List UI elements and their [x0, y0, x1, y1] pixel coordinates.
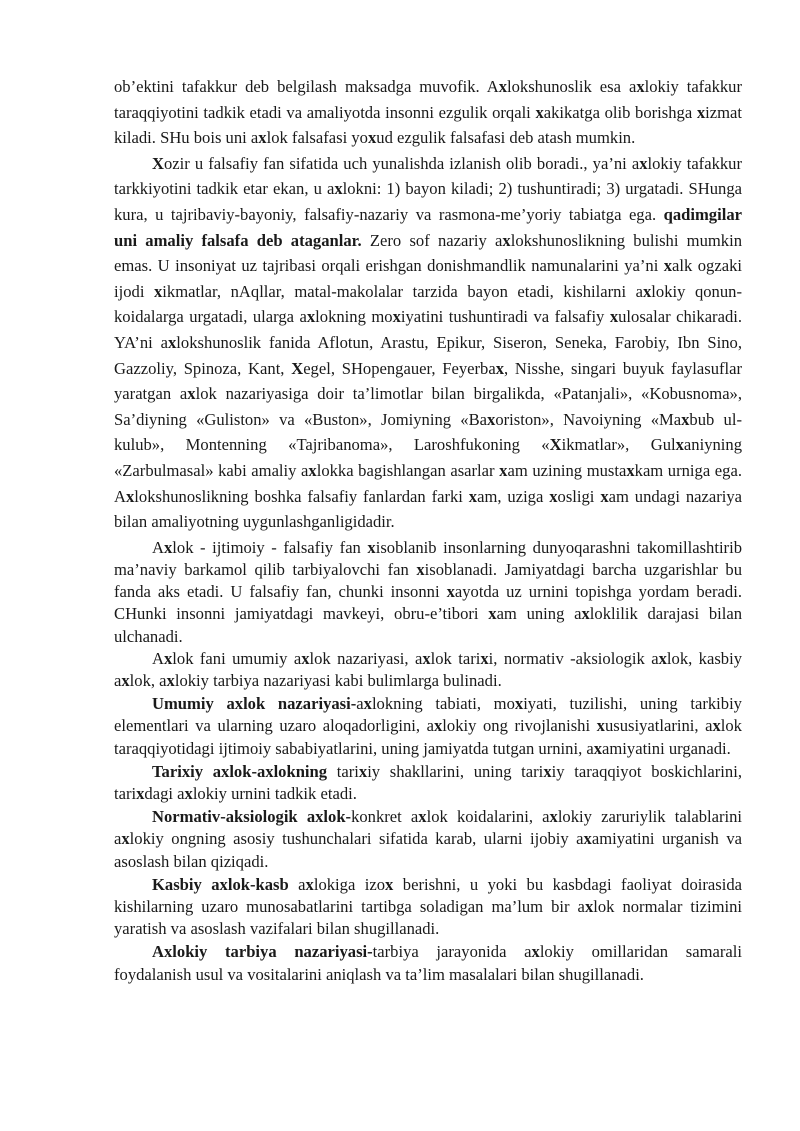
text-run: lokiy omillaridan samarali foydalanish usul va vositalarini aniqlash va ta’lim masalalari bilan shugillanadi.: [114, 942, 742, 984]
text-run: lokiy urnini tadkik etadi.: [192, 783, 357, 803]
text-run: iy shakllarini, uning tari: [367, 761, 544, 781]
bold-text: x: [301, 648, 310, 668]
bold-text: x: [549, 807, 558, 827]
bold-text: x: [434, 716, 443, 736]
bold-text: x: [121, 670, 130, 690]
text-run: aniyning «Zarbulmasal» kabi amaliy a: [114, 435, 742, 480]
text-run: lokshunoslik fanida Aflotun, Arastu, Epikur, Siseron, Seneka, Farobiy, Ibn Sino, Gazzoliy, Spinoza, Kant,: [114, 332, 742, 378]
bold-text: x: [480, 648, 489, 668]
text-run: akikatga olib borishga: [543, 102, 697, 122]
bold-text: x: [663, 256, 673, 276]
text-run: tarbiya jarayonida a: [372, 942, 532, 962]
paragraph-moral-education: [114, 941, 742, 985]
bold-text: X: [152, 153, 164, 173]
text-run: iy taraqqiyot boskichlarini, tari: [114, 761, 742, 803]
text-run: ud ezgulik falsafasi deb atash mumkin.: [376, 128, 636, 148]
bold-text: x: [596, 716, 605, 736]
bold-text: x: [446, 582, 455, 602]
bold-text: x: [712, 716, 721, 736]
text-run: lokiy ong rivojlanishi: [442, 716, 597, 736]
text-run: ayotda uz urnini topishga yordam beradi. CHunki insonni jamiyatdagi mavkeyi, obru-e’tibori: [114, 582, 742, 624]
text-run: izmat kiladi. SHu bois uni a: [114, 102, 742, 148]
bold-text: x: [658, 648, 667, 668]
bold-text: x: [308, 460, 317, 480]
bold-text: x: [549, 486, 558, 506]
text-run: lokiy tafakkur taraqqiyotini tadkik etadi va amaliyotda insonni ezgulik orqali: [114, 77, 742, 122]
bold-text: x: [121, 829, 130, 849]
bold-text: x: [306, 307, 316, 327]
bold-text: x: [163, 537, 173, 557]
text-run: amiyatini urganadi.: [602, 738, 731, 758]
text-run: lokiga izo: [313, 874, 386, 894]
text-run: lokka bagishlangan asarlar: [316, 460, 500, 480]
bold-text: x: [498, 77, 507, 96]
text-run: isoblanib insonlarning dunyoqarashni takomillashtirib ma’naviy barkamol qilib tarbiyalovchi fan: [114, 537, 742, 579]
text-run: am uning a: [496, 604, 582, 624]
text-run: ususiyatlarini, a: [604, 716, 713, 736]
text-run: a: [288, 874, 306, 894]
text-run: osligi: [557, 486, 601, 506]
bold-text: x: [681, 409, 690, 429]
text-run: Zero sof nazariy a: [361, 230, 503, 250]
bold-text: x: [167, 332, 177, 352]
paragraph-normative: [114, 806, 742, 873]
text-run: a: [356, 694, 364, 714]
text-run: kam urniga ega. A: [114, 460, 742, 506]
paragraph-general-theory: [114, 693, 742, 760]
text-run: konkret a: [351, 807, 419, 827]
text-run: lokshunoslik esa a: [507, 77, 637, 96]
paragraph-directions: [114, 151, 742, 535]
bold-text: x: [581, 604, 590, 624]
bold-text: Tarixiy axlok-axlokning: [152, 761, 328, 781]
text-run: iyatini tushuntiradi va falsafiy: [400, 307, 610, 327]
text-run: lok falsafasi yo: [266, 128, 368, 148]
bold-text: x: [543, 761, 552, 781]
bold-text: x: [583, 829, 592, 849]
bold-text: x: [258, 128, 267, 148]
bold-text: x: [305, 874, 314, 894]
bold-text: x: [499, 460, 508, 480]
text-run: lokning tabiati, mo: [371, 694, 515, 714]
text-run: lok tari: [430, 648, 481, 668]
bold-text: x: [363, 694, 372, 714]
text-run: A: [152, 537, 164, 557]
bold-text: x: [609, 307, 619, 327]
text-run: egel, SHopengauer, Feyerba: [303, 358, 496, 378]
text-run: am undagi nazariya bilan amaliyotning uygunlashganligidadir.: [114, 486, 743, 532]
bold-text: x: [502, 230, 511, 250]
text-run: oriston», Navoiyning «Ma: [495, 409, 682, 429]
bold-text: X: [291, 358, 304, 378]
paragraph-professional: [114, 874, 742, 941]
text-run: am, uziga: [477, 486, 550, 506]
bold-text: x: [422, 648, 431, 668]
bold-text: x: [487, 409, 496, 429]
bold-text: Kasbiy axlok-kasb: [152, 874, 289, 894]
text-run: lok - ijtimoiy - falsafiy fan: [172, 537, 368, 557]
text-run: bub ul-kulub», Montenning «Tajribanoma», Laroshfukoning «: [114, 409, 742, 455]
bold-text: x: [125, 486, 135, 506]
bold-text: x: [696, 102, 706, 122]
text-run: ozir u falsafiy fan sifatida uch yunalishda izlanish olib boradi., ya’ni a: [163, 153, 640, 173]
bold-text: x: [392, 307, 401, 327]
paragraph-sections: [114, 648, 742, 692]
text-run: isoblanadi. Jamiyatdagi barcha uzgarishlar bu fanda aks etadi. U falsafiy fan, chunki insonni: [114, 559, 743, 602]
bold-text: x: [358, 761, 368, 781]
text-run: lok nazariyasi, a: [309, 648, 423, 668]
bold-text: x: [163, 648, 173, 668]
bold-text: x: [626, 460, 635, 480]
bold-text: x: [334, 179, 343, 199]
bold-text: qadimgilar uni amaliy falsafa deb ataganlar.: [114, 204, 742, 250]
text-run: ikmatlar, nAqllar, matal-makolalar tarzida bayon etadi, kishilarni a: [162, 281, 643, 301]
bold-text: x: [643, 281, 652, 301]
text-run: lok, a: [129, 670, 167, 690]
bold-text: x: [367, 128, 377, 148]
bold-text: x: [385, 874, 394, 894]
bold-text: x: [488, 604, 497, 624]
text-run: lokshunoslikning bulishi mumkin emas. U insoniyat uz tajribasi orqali erishgan donishmandlik namunalarini ya’ni: [114, 230, 743, 276]
text-run: , Nisshe, singari buyuk faylasuflar yaratgan a: [114, 358, 743, 404]
bold-text: x: [184, 783, 193, 803]
bold-text: x: [639, 153, 648, 173]
text-run: ulosalar chikaradi. YA’ni a: [114, 307, 743, 352]
text-run: lok nazariyasiga doir ta’limotlar bilan birgalikda, «Patanjali», «Kobusnoma», Sa’diyning «Guliston» va «Buston», Jomiyning «Ba: [114, 384, 742, 429]
text-run: berishni, u yoki bu kasbdagi faoliyat doirasida kishilarning uzaro munosabatlarini tartibga soladigan ma’lum bir a: [114, 874, 742, 916]
bold-text: x: [136, 783, 145, 803]
text-run: am uzining musta: [507, 460, 627, 480]
bold-text: x: [153, 281, 163, 301]
bold-text: Axlokiy tarbiya nazariyasi-: [152, 942, 373, 962]
text-run: tari: [327, 761, 359, 781]
bold-text: x: [187, 384, 196, 404]
text-run: A: [152, 648, 164, 668]
bold-text: x: [535, 102, 544, 122]
bold-text: x: [416, 559, 425, 579]
text-run: ikmatlar», Gul: [561, 435, 676, 455]
text-run: iyati, tuzilishi, uning tarkibiy elementlari va ularning uzaro aloqadorligini, a: [114, 694, 742, 736]
paragraph-social-philosophy: [114, 537, 742, 648]
text-run: lokiy ongning asosiy tushunchalari sifatida karab, ularni ijobiy a: [129, 829, 584, 849]
bold-text: x: [600, 486, 609, 506]
bold-text: x: [468, 486, 478, 506]
bold-text: x: [675, 435, 684, 455]
text-run: lokiy qonun-koidalarga urgatadi, ularga a: [114, 281, 742, 327]
bold-text: x: [531, 942, 540, 962]
text-run: lokni: 1) bayon kiladi; 2) tushuntiradi; 3) urgatadi. SHunga kura, u tajribaviy-bayoniy, falsafiy-nazariy va rasmona-me’yoriy tabiatga ega.: [114, 179, 742, 224]
text-run: lokshunoslikning boshka falsafiy fanlardan farki: [134, 486, 469, 506]
bold-text: X: [549, 435, 562, 455]
text-run: i, normativ -aksiologik a: [488, 648, 659, 668]
text-run: lok normalar tizimini yaratish va asoslash vazifalari bilan shugillanadi.: [114, 896, 743, 939]
bold-text: x: [514, 694, 524, 714]
text-run: loklilik darajasi bilan ulchanadi.: [114, 604, 743, 646]
text-run: lok koidalarini, a: [426, 807, 550, 827]
bold-text: x: [584, 896, 594, 916]
bold-text: x: [367, 537, 376, 557]
bold-text: Umumiy axlok nazariyasi-: [152, 694, 357, 714]
text-run: lokiy tarbiya nazariyasi kabi bulimlarga bulinadi.: [174, 670, 502, 690]
paragraph-intro: [114, 74, 742, 151]
bold-text: x: [495, 358, 504, 378]
bold-text: x: [593, 738, 603, 758]
bold-text: x: [636, 77, 645, 96]
text-run: lokiy zaruriylik talablarini a: [114, 807, 743, 849]
text-run: lok taraqqiyotidagi ijtimoiy sababiyatlarini, uning jamiyatda tutgan urnini, a: [114, 716, 742, 758]
text-run: dagi a: [144, 783, 185, 803]
paragraph-historical: [114, 761, 742, 805]
text-run: lok, kasbiy a: [114, 648, 742, 690]
bold-text: x: [166, 670, 175, 690]
text-run: ob’ektini tafakkur deb belgilash maksadga muvofik. A: [114, 77, 499, 96]
text-run: alk ogzaki ijodi: [114, 256, 742, 301]
text-run: lok fani umumiy a: [172, 648, 302, 668]
text-run: lokning mo: [315, 307, 393, 327]
text-run: lokiy tafakkur tarkkiyotini tadkik etar ekan, u a: [114, 153, 742, 199]
bold-text: x: [418, 807, 427, 827]
bold-text: Normativ-aksiologik axlok-: [152, 807, 352, 827]
text-run: amiyatini urganish va asoslash bilan qiziqadi.: [114, 829, 742, 871]
